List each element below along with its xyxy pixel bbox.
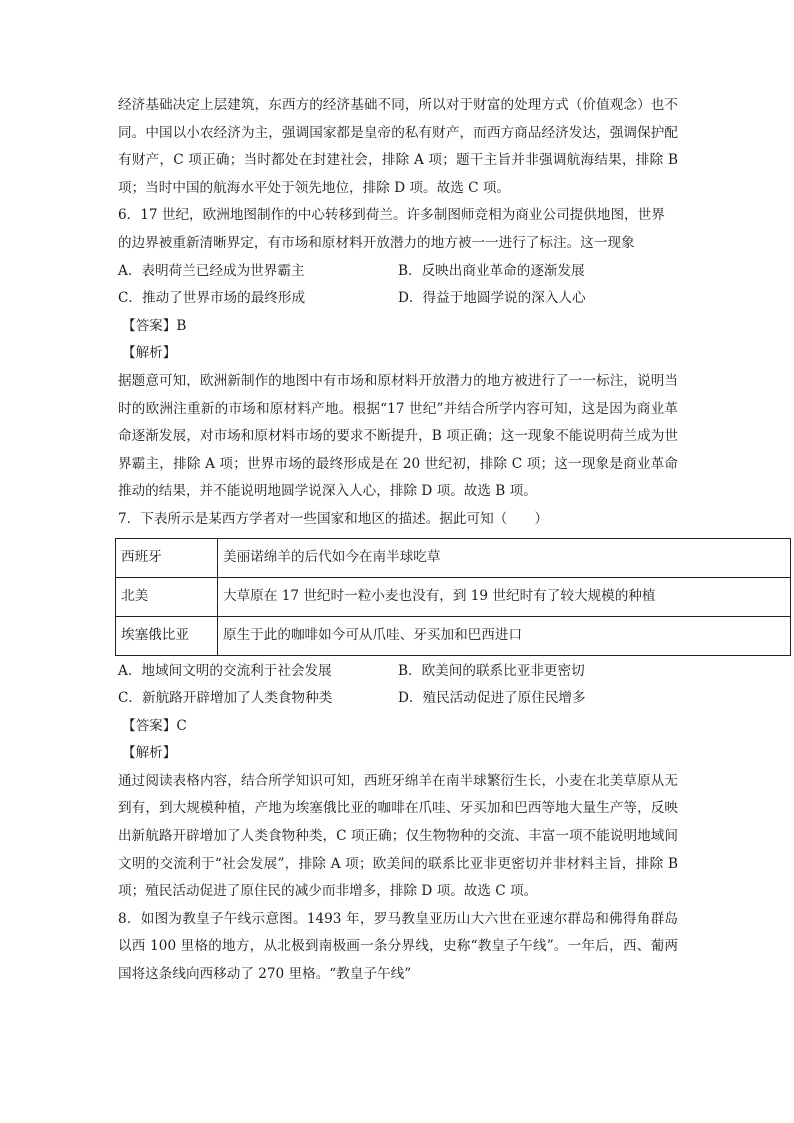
- question-6-answer: 【答案】B: [122, 317, 187, 334]
- question-7-analysis-label: 【解析】: [122, 745, 177, 762]
- question-6-stem: 6．17 世纪，欧洲地图制作的中心转移到荷兰。许多制图师竞相为商业公司提供地图，世界的边界被重新清晰界定，有市场和原材料开放潜力的地方被一一进行了标注。这一现象: [118, 207, 665, 251]
- question-6-option-b: B．反映出商业革命的逐渐发展: [398, 262, 585, 279]
- table-row: [116, 538, 791, 577]
- question-7-option-c: C．新航路开辟增加了人类食物种类: [118, 690, 333, 707]
- question-7-option-a: A．地域间文明的交流利于社会发展: [118, 662, 332, 679]
- question-7-stem: 7．下表所示是某西方学者对一些国家和地区的描述。据此可知（ ）: [118, 510, 549, 527]
- table-cell-description: 美丽诺绵羊的后代如今在南半球吃草: [218, 538, 791, 577]
- document-content: [118, 92, 678, 989]
- question-7-option-b: B．欧美间的联系比亚非更密切: [398, 662, 585, 679]
- question-7-table: [115, 538, 791, 656]
- table-cell-description: 原生于此的咖啡如今可从爪哇、牙买加和巴西进口: [218, 616, 791, 655]
- question-6-analysis-label: 【解析】: [122, 345, 177, 362]
- question-7-analysis: 通过阅读表格内容，结合所学知识可知，西班牙绵羊在南半球繁衍生长，小麦在北美草原从无到有，到大规模种植，产地为埃塞俄比亚的咖啡在爪哇、牙买加和巴西等地大量生产等，反映出新航路开辟增加了人类食物种类，C 项正确；仅生物物种的交流、丰富一项不能说明地域间文明的交流利于“社会发展”，排除 A 项；欧美间的联系比亚非更密切并非材料主旨，排除 B 项；殖民活动促进了原住民的减少而非增多，排除 D 项。故选 C 项。: [118, 772, 678, 900]
- table-cell-region: 西班牙: [116, 538, 218, 577]
- question-6-option-a: A．表明荷兰已经成为世界霸主: [118, 262, 305, 279]
- question-6-options: [118, 258, 678, 313]
- question-6-option-c: C．推动了世界市场的最终形成: [118, 290, 306, 307]
- question-7-answer: 【答案】C: [122, 717, 187, 734]
- question-7-option-d: D．殖民活动促进了原住民增多: [398, 690, 586, 707]
- table-cell-region: 埃塞俄比亚: [116, 616, 218, 655]
- question-6-option-d: D．得益于地圆学说的深入人心: [398, 290, 586, 307]
- intro-paragraph: 经济基础决定上层建筑，东西方的经济基础不同，所以对于财富的处理方式（价值观念）也不同。中国以小农经济为主，强调国家都是皇帝的私有财产，而西方商品经济发达，强调保护配有财产，C 项正确；当时都处在封建社会，排除 A 项；题干主旨并非强调航海结果，排除 B 项；当时中国的航海水平处于领先地位，排除 D 项。故选 C 项。: [118, 97, 678, 196]
- question-6-analysis: 据题意可知，欧洲新制作的地图中有市场和原材料开放潜力的地方被进行了一一标注，说明当时的欧洲注重新的市场和原材料产地。根据“17 世纪”并结合所学内容可知，这是因为商业革命逐渐发展，对市场和原材料市场的要求不断提升，B 项正确；这一现象不能说明荷兰成为世界霸主，排除 A 项；世界市场的最终形成是在 20 世纪初，排除 C 项；这一现象是商业革命推动的结果，并不能说明地圆学说深入人心，排除 D 项。故选 B 项。: [118, 372, 678, 500]
- question-7-options: [118, 658, 678, 713]
- table-row: [116, 616, 791, 655]
- question-8-stem: 8．如图为教皇子午线示意图。1493 年，罗马教皇亚历山大六世在亚速尔群岛和佛得角群岛以西 100 里格的地方，从北极到南极画一条分界线，史称“教皇子午线”。一年后，西、葡两国将这条线向西移动了 270 里格。“教皇子午线”: [118, 910, 678, 983]
- table-cell-region: 北美: [116, 577, 218, 616]
- table-row: [116, 577, 791, 616]
- table-cell-description: 大草原在 17 世纪时一粒小麦也没有，到 19 世纪时有了较大规模的种植: [218, 577, 791, 616]
